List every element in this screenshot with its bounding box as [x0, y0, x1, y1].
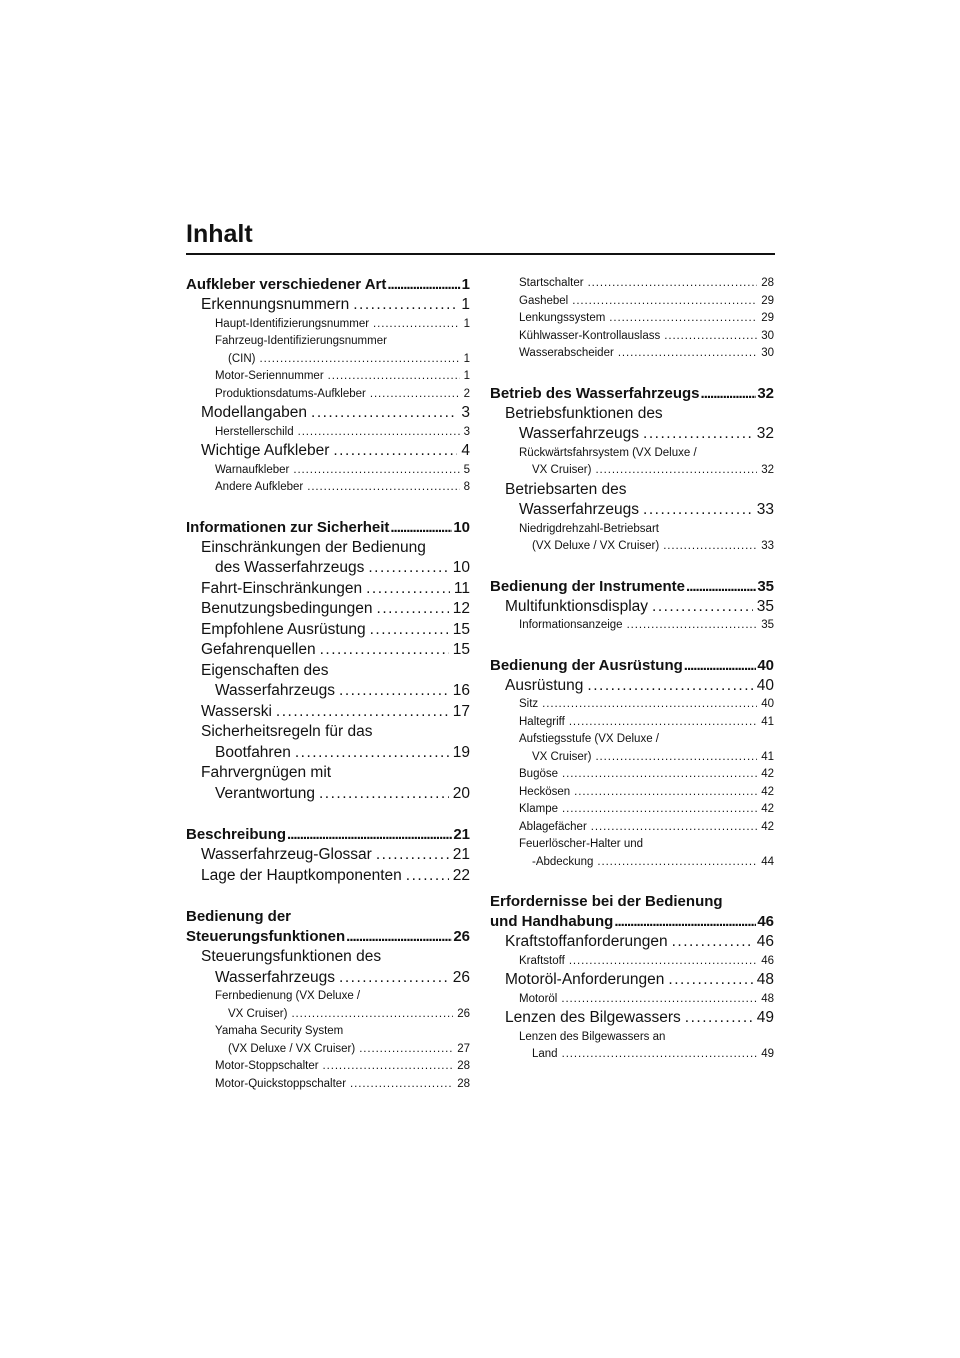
dot-leader — [311, 403, 457, 424]
toc-entry-title: Kühlwasser-Kontrollauslass — [519, 329, 661, 342]
toc-subsection[interactable] — [490, 521, 774, 539]
toc-page-number: 1 — [461, 296, 470, 313]
toc-page-number: 10 — [452, 559, 470, 576]
toc-entry-title: VX Cruiser) — [228, 1007, 288, 1020]
dot-leader — [298, 424, 460, 442]
dot-leader — [686, 577, 756, 597]
toc-entry-title: Bedienung der Instrumente — [490, 577, 686, 595]
dot-leader — [618, 345, 757, 363]
toc-entry-title: Motoröl-Anforderungen — [505, 971, 665, 988]
dot-leader — [672, 932, 753, 953]
dot-leader — [368, 558, 448, 579]
toc-page-number: 16 — [452, 682, 470, 699]
toc-entry-title: Wasserfahrzeugs — [519, 425, 640, 442]
toc-page-number: 28 — [761, 277, 774, 289]
toc-page-number: 42 — [761, 820, 774, 833]
toc-section[interactable] — [186, 968, 470, 989]
toc-page-number: 32 — [761, 464, 774, 476]
toc-subsection[interactable] — [490, 854, 774, 872]
toc-entry-title: Lenzen des Bilgewassers an — [519, 1030, 666, 1043]
toc-section[interactable] — [186, 722, 470, 743]
dot-leader — [652, 597, 753, 618]
toc-page-number: 46 — [757, 913, 774, 930]
toc-subsection[interactable] — [490, 819, 774, 837]
dot-leader — [293, 462, 459, 480]
toc-subsection[interactable] — [186, 462, 470, 480]
toc-page-number: 29 — [761, 312, 774, 324]
toc-entry-title: Produktionsdatums-Aufkleber — [215, 387, 366, 400]
toc-page-number: 11 — [453, 579, 470, 597]
toc-entry-title: Startschalter — [519, 277, 584, 289]
toc-subsection[interactable] — [490, 617, 774, 635]
toc-page-number: 32 — [756, 425, 774, 442]
toc-entry-title: Gefahrenquellen — [201, 641, 316, 658]
toc-subsection[interactable] — [186, 1076, 470, 1094]
toc-section[interactable] — [186, 763, 470, 784]
dot-leader — [562, 801, 757, 819]
toc-subsection[interactable] — [186, 386, 470, 404]
toc-page-number: 1 — [463, 317, 470, 330]
toc-entry-title: Niedrigdrehzahl-Betriebsart — [519, 522, 659, 535]
toc-subsection[interactable] — [186, 316, 470, 334]
page-title: Inhalt — [186, 220, 253, 248]
toc-page-number: 42 — [761, 785, 774, 798]
toc-section[interactable] — [490, 1008, 774, 1029]
toc-subsection[interactable] — [186, 479, 470, 497]
toc-entry-title: Kraftstoff — [519, 954, 565, 967]
toc-page-number: 21 — [453, 826, 470, 843]
toc-entry-title: Informationsanzeige — [519, 619, 623, 631]
toc-entry-title: Kraftstoffanforderungen — [505, 933, 668, 950]
dot-leader — [366, 579, 450, 600]
toc-section[interactable] — [186, 403, 470, 424]
toc-subsection[interactable] — [186, 1023, 470, 1041]
toc-subsection[interactable] — [490, 696, 774, 714]
section-gap — [490, 871, 774, 892]
dot-leader — [333, 441, 457, 462]
dot-leader — [307, 479, 459, 497]
toc-page-number: 15 — [452, 620, 470, 638]
toc-subsection[interactable] — [186, 988, 470, 1006]
toc-entry-title: Einschränkungen der Bedienung — [201, 538, 426, 556]
dot-leader — [328, 368, 460, 386]
dot-leader — [259, 351, 459, 369]
toc-page-number: 28 — [457, 1060, 470, 1072]
toc-entry-title: Gashebel — [519, 294, 569, 307]
toc-page-number: 44 — [761, 855, 774, 868]
toc-column-left — [186, 275, 470, 1093]
toc-entry-title: Informationen zur Sicherheit — [186, 518, 390, 536]
toc-entry-title: Bootfahren — [215, 743, 291, 761]
toc-entry-title: (VX Deluxe / VX Cruiser) — [228, 1042, 356, 1055]
toc-section[interactable] — [490, 500, 774, 521]
dot-leader — [572, 293, 757, 311]
dot-leader — [587, 676, 752, 697]
toc-page-number: 33 — [761, 540, 774, 552]
dot-leader — [643, 424, 753, 445]
toc-entry-title: Rückwärtsfahrsystem (VX Deluxe / — [519, 446, 697, 459]
toc-chapter[interactable] — [490, 384, 774, 404]
toc-subsection[interactable] — [186, 333, 470, 351]
toc-section[interactable] — [186, 579, 470, 600]
toc-entry-title: Andere Aufkleber — [215, 481, 304, 493]
toc-page-number: 5 — [463, 463, 470, 476]
toc-page-number: 17 — [452, 702, 470, 720]
dot-leader — [701, 384, 757, 404]
toc-chapter[interactable] — [490, 892, 774, 912]
dot-leader — [276, 702, 449, 723]
dot-leader — [370, 620, 449, 641]
toc-entry-title: Benutzungsbedingungen — [201, 600, 373, 617]
toc-page-number: 3 — [463, 425, 470, 438]
dot-leader — [664, 328, 757, 346]
toc-subsection[interactable] — [490, 462, 774, 480]
toc-entry-title: Sicherheitsregeln für das — [201, 723, 373, 740]
toc-page-number: 26 — [457, 1007, 470, 1020]
dot-leader — [377, 599, 449, 620]
toc-entry-title: Motor-Quickstoppschalter — [215, 1077, 347, 1090]
toc-entry-title: Empfohlene Ausrüstung — [201, 620, 366, 638]
toc-subsection[interactable] — [490, 445, 774, 463]
toc-entry-title: Aufkleber verschiedener Art — [186, 276, 387, 293]
toc-entry-title: Lenzen des Bilgewassers — [505, 1009, 681, 1026]
toc-subsection[interactable] — [490, 345, 774, 363]
toc-page-number: 26 — [453, 928, 470, 945]
toc-subsection[interactable] — [186, 368, 470, 386]
toc-subsection[interactable] — [490, 766, 774, 784]
dot-leader — [291, 1006, 453, 1024]
section-gap — [186, 497, 470, 518]
toc-page-number: 20 — [452, 784, 470, 802]
toc-page-number: 40 — [756, 676, 774, 694]
toc-subsection[interactable] — [490, 1029, 774, 1047]
toc-entry-title: Motoröl — [519, 992, 558, 1005]
dot-leader — [595, 749, 757, 767]
title-rule — [186, 253, 775, 255]
toc-page-number: 2 — [463, 387, 470, 400]
toc-page-number: 30 — [761, 329, 774, 342]
toc-entry-title: Lage der Hauptkomponenten — [201, 866, 402, 884]
toc-entry-title: Wasserfahrzeugs — [215, 682, 336, 699]
dot-leader — [387, 275, 460, 295]
toc-page-number: 26 — [452, 968, 470, 986]
toc-section[interactable] — [490, 932, 774, 953]
toc-page-number: 1 — [463, 352, 470, 365]
toc-entry-title: Multifunktionsdisplay — [505, 597, 649, 615]
toc-page-number: 42 — [761, 768, 774, 780]
dot-leader — [320, 640, 449, 661]
toc-entry-title: Wasserfahrzeug-Glossar — [201, 846, 372, 863]
toc-chapter[interactable] — [186, 927, 470, 947]
toc-subsection[interactable] — [490, 991, 774, 1009]
toc-entry-title: Motor-Stoppschalter — [215, 1060, 319, 1072]
toc-entry-title: Haupt-Identifizierungsnummer — [215, 317, 370, 330]
toc-entry-title: Wichtige Aufkleber — [201, 442, 330, 459]
dot-leader — [287, 825, 452, 845]
dot-leader — [591, 819, 757, 837]
toc-section[interactable] — [490, 424, 774, 445]
toc-chapter[interactable] — [186, 825, 470, 845]
toc-entry-title: Erkennungsnummern — [201, 296, 350, 313]
toc-entry-title: Eigenschaften des — [201, 661, 329, 679]
toc-entry-title: Fernbedienung (VX Deluxe / — [215, 990, 361, 1002]
toc-section[interactable] — [490, 480, 774, 501]
toc-section[interactable] — [490, 676, 774, 697]
toc-entry-title: Herstellerschild — [215, 425, 294, 438]
toc-subsection[interactable] — [490, 836, 774, 854]
toc-entry-title: des Wasserfahrzeugs — [215, 559, 365, 576]
toc-entry-title: Feuerlöscher-Halter und — [519, 838, 644, 850]
toc-page-number: 27 — [457, 1042, 470, 1055]
toc-page-number: 21 — [452, 846, 470, 863]
toc-page-number: 15 — [452, 641, 470, 658]
toc-page-number: 30 — [761, 347, 774, 359]
toc-subsection[interactable] — [186, 1006, 470, 1024]
toc-page-number: 49 — [761, 1048, 774, 1060]
toc-page-number: 42 — [761, 803, 774, 815]
dot-leader — [561, 991, 757, 1009]
toc-section[interactable] — [186, 845, 470, 866]
toc-entry-title: Verantwortung — [215, 784, 315, 802]
toc-entry-title: Betriebsarten des — [505, 480, 627, 498]
toc-page-number: 19 — [452, 743, 470, 761]
toc-entry-title: -Abdeckung — [532, 855, 594, 868]
toc-chapter[interactable] — [490, 577, 774, 597]
toc-section[interactable] — [186, 441, 470, 462]
toc-section[interactable] — [186, 640, 470, 661]
toc-section[interactable] — [490, 597, 774, 618]
toc-section[interactable] — [186, 295, 470, 316]
toc-subsection[interactable] — [186, 1058, 470, 1076]
toc-section[interactable] — [186, 558, 470, 579]
toc-chapter[interactable] — [186, 907, 470, 927]
toc-section[interactable] — [186, 702, 470, 723]
dot-leader — [295, 743, 449, 764]
dot-leader — [684, 656, 757, 676]
toc-subsection[interactable] — [490, 293, 774, 311]
toc-entry-title: Modellangaben — [201, 404, 308, 421]
toc-chapter[interactable] — [490, 912, 774, 932]
toc-entry-title: Beschreibung — [186, 826, 287, 843]
toc-page-number: 35 — [757, 577, 774, 595]
toc-entry-title: Haltegriff — [519, 715, 565, 728]
dot-leader — [373, 316, 460, 334]
toc-page-number: 40 — [757, 656, 774, 674]
toc-section[interactable] — [186, 681, 470, 702]
dot-leader — [346, 927, 452, 947]
dot-leader — [668, 970, 752, 991]
toc-entry-title: Wasserfahrzeugs — [215, 968, 336, 986]
dot-leader — [390, 518, 452, 538]
toc-entry-title: Land — [532, 1048, 558, 1060]
toc-subsection[interactable] — [186, 1041, 470, 1059]
toc-entry-title: Bedienung der — [186, 908, 292, 925]
dot-leader — [643, 500, 753, 521]
toc-section[interactable] — [490, 970, 774, 991]
toc-subsection[interactable] — [490, 714, 774, 732]
toc-subsection[interactable] — [490, 731, 774, 749]
toc-section[interactable] — [186, 866, 470, 887]
toc-page-number: 35 — [756, 597, 774, 615]
section-gap — [186, 804, 470, 825]
toc-page-number: 40 — [761, 698, 774, 710]
section-gap — [186, 886, 470, 907]
dot-leader — [574, 784, 757, 802]
dot-leader — [685, 1008, 753, 1029]
toc-section[interactable] — [186, 620, 470, 641]
toc-entry-title: Heckösen — [519, 785, 571, 798]
toc-subsection[interactable] — [490, 749, 774, 767]
toc-column-right — [490, 275, 774, 1064]
dot-leader — [339, 681, 449, 702]
toc-section[interactable] — [186, 784, 470, 805]
toc-page-number: 12 — [452, 600, 470, 617]
toc-chapter[interactable] — [490, 656, 774, 676]
dot-leader — [663, 538, 757, 556]
toc-subsection[interactable] — [490, 801, 774, 819]
dot-leader — [323, 1058, 454, 1076]
dot-leader — [609, 310, 757, 328]
toc-entry-title: Ausrüstung — [505, 676, 584, 694]
toc-entry-title: Steuerungsfunktionen des — [201, 948, 382, 965]
section-gap — [490, 556, 774, 577]
section-gap — [490, 635, 774, 656]
toc-entry-title: Klampe — [519, 803, 558, 815]
toc-entry-title: Fahrvergnügen mit — [201, 764, 332, 781]
toc-entry-title: Steuerungsfunktionen — [186, 928, 346, 945]
dot-leader — [376, 845, 449, 866]
toc-entry-title: Sitz — [519, 698, 539, 710]
toc-chapter[interactable] — [186, 518, 470, 538]
toc-section[interactable] — [186, 743, 470, 764]
toc-page-number: 48 — [761, 992, 774, 1005]
toc-entry-title: Lenkungssystem — [519, 312, 606, 324]
toc-page-number: 4 — [461, 442, 470, 459]
toc-page-number: 28 — [457, 1077, 470, 1090]
toc-entry-title: VX Cruiser) — [532, 750, 592, 763]
toc-page-number: 41 — [761, 750, 774, 763]
dot-leader — [569, 953, 757, 971]
toc-entry-title: Wasserfahrzeugs — [519, 501, 640, 518]
toc-page-number: 3 — [461, 404, 470, 421]
dot-leader — [359, 1041, 453, 1059]
toc-subsection[interactable] — [490, 310, 774, 328]
toc-entry-title: Betrieb des Wasserfahrzeugs — [490, 384, 700, 402]
dot-leader — [339, 968, 449, 989]
toc-page-number: 35 — [761, 619, 774, 631]
dot-leader — [562, 1046, 758, 1064]
toc-page-number: 33 — [756, 501, 774, 518]
toc-page-number: 41 — [761, 715, 774, 728]
toc-page-number: 8 — [463, 481, 470, 493]
toc-entry-title: (VX Deluxe / VX Cruiser) — [532, 540, 660, 552]
toc-entry-title: Bugöse — [519, 768, 559, 780]
toc-entry-title: Yamaha Security System — [215, 1025, 344, 1037]
toc-subsection[interactable] — [186, 351, 470, 369]
dot-leader — [353, 295, 457, 316]
dot-leader — [569, 714, 757, 732]
toc-page-number: 49 — [756, 1009, 774, 1026]
toc-page-number: 46 — [761, 954, 774, 967]
toc-page-number: 1 — [463, 370, 470, 382]
dot-leader — [614, 912, 756, 932]
toc-entry-title: Fahrt-Einschränkungen — [201, 579, 363, 597]
section-gap — [490, 363, 774, 384]
toc-entry-title: Warnaufkleber — [215, 463, 290, 476]
dot-leader — [319, 784, 449, 805]
toc-subsection[interactable] — [490, 275, 774, 293]
toc-subsection[interactable] — [490, 1046, 774, 1064]
toc-entry-title: Wasserabscheider — [519, 347, 614, 359]
toc-subsection[interactable] — [490, 328, 774, 346]
toc-section[interactable] — [186, 599, 470, 620]
toc-section[interactable] — [186, 661, 470, 682]
toc-entry-title: Wasserski — [201, 702, 272, 720]
dot-leader — [597, 854, 757, 872]
toc-page-number: 1 — [461, 276, 470, 293]
toc-entry-title: und Handhabung — [490, 913, 614, 930]
dot-leader — [595, 462, 757, 480]
toc-subsection[interactable] — [490, 784, 774, 802]
toc-subsection[interactable] — [186, 424, 470, 442]
toc-entry-title: Erfordernisse bei der Bedienung — [490, 893, 723, 910]
toc-entry-title: Aufstiegsstufe (VX Deluxe / — [519, 733, 659, 745]
dot-leader — [350, 1076, 453, 1094]
dot-leader — [542, 696, 757, 714]
toc-page-number: 32 — [757, 384, 774, 402]
dot-leader — [588, 275, 758, 293]
toc-page-number: 29 — [761, 294, 774, 307]
toc-section[interactable] — [186, 947, 470, 968]
toc-entry-title: VX Cruiser) — [532, 464, 592, 476]
toc-page-number: 48 — [756, 971, 774, 988]
toc-entry-title: Motor-Seriennummer — [215, 370, 324, 382]
toc-subsection[interactable] — [490, 538, 774, 556]
dot-leader — [370, 386, 460, 404]
toc-subsection[interactable] — [490, 953, 774, 971]
dot-leader — [627, 617, 758, 635]
toc-section[interactable] — [186, 538, 470, 559]
toc-entry-title: Bedienung der Ausrüstung — [490, 656, 683, 674]
toc-page-number: 10 — [453, 518, 470, 536]
toc-section[interactable] — [490, 404, 774, 425]
toc-chapter[interactable] — [186, 275, 470, 295]
toc-entry-title: (CIN) — [228, 352, 256, 365]
toc-page-number: 22 — [452, 866, 470, 884]
toc-entry-title: Fahrzeug-Identifizierungsnummer — [215, 335, 387, 347]
dot-leader — [406, 866, 449, 887]
toc-entry-title: Ablagefächer — [519, 820, 587, 833]
dot-leader — [562, 766, 757, 784]
toc-entry-title: Betriebsfunktionen des — [505, 404, 663, 422]
toc-page-number: 46 — [756, 933, 774, 950]
